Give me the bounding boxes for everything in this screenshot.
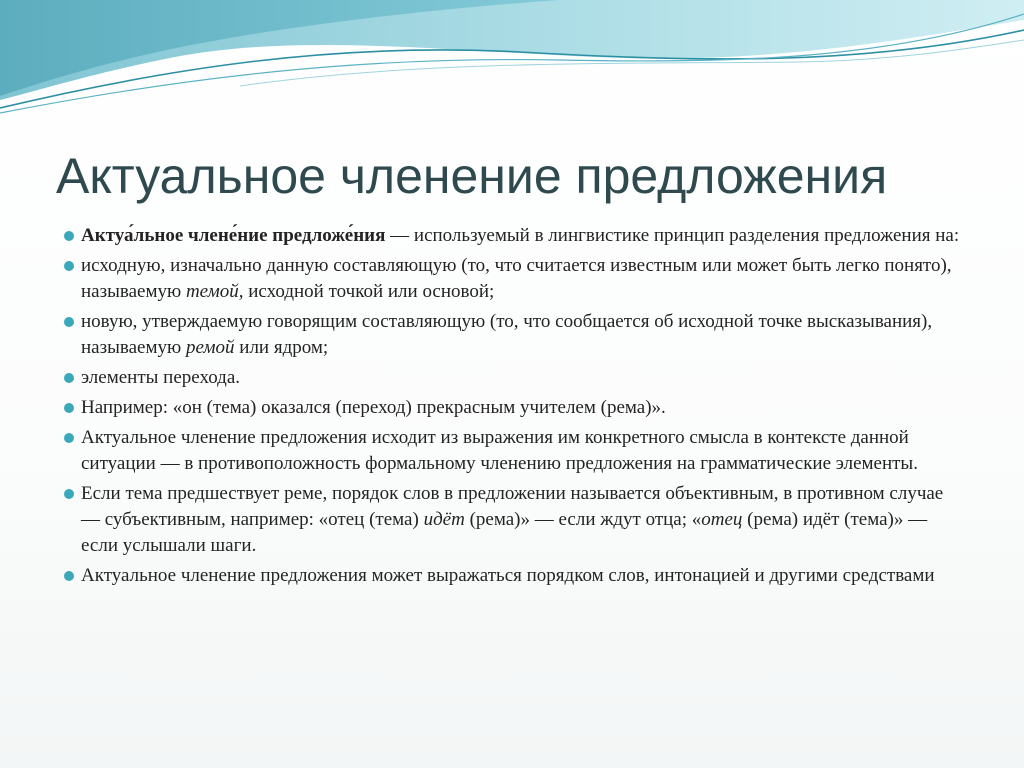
bullet-text: — используемый в лингвистике принцип разделения предложения на: [385, 225, 960, 246]
bullet-text: Если тема предшествует реме, порядок слов в предложении называется объективным, в противном случае — субъективным, например: «отец (тема) [81, 483, 944, 530]
bullet-text: или ядром; [234, 337, 329, 358]
bullet-dot-icon [64, 489, 74, 499]
bullet-dot-icon [64, 403, 74, 413]
bullet-item [64, 563, 964, 589]
bullet-list [64, 223, 964, 593]
bullet-item [64, 365, 964, 391]
bullet-text: , исходной точкой или основой; [238, 281, 495, 302]
bullet-text: исходную, изначально данную составляющую (то, что считается известным или может быть легко понято), называемую [81, 255, 952, 302]
bullet-item [64, 253, 964, 305]
slide-title: Актуальное членение предложения [56, 148, 888, 204]
bullet-item [64, 223, 964, 249]
bullet-item [64, 395, 964, 421]
wave-banner [0, 0, 1024, 130]
bullet-item [64, 481, 964, 559]
bullet-dot-icon [64, 231, 74, 241]
bullet-text: Например: «он (тема) оказался (переход) прекрасным учителем (рема)». [81, 397, 666, 418]
bullet-dot-icon [64, 373, 74, 383]
bullet-item [64, 309, 964, 361]
bullet-text: Актуальное членение предложения исходит из выражения им конкретного смысла в контексте данной ситуации — в противоположность формальному членению предложения на грамматические элементы. [81, 427, 918, 474]
bullet-text: Актуальное членение предложения может выражаться порядком слов, интонацией и другими средствами [81, 565, 935, 586]
bullet-text: (рема) идёт (тема)» — если услышали шаги. [81, 509, 928, 556]
bullet-item [64, 425, 964, 477]
emphasis-text: идёт [423, 509, 465, 530]
emphasis-text: ремой [185, 337, 235, 358]
term-definition: Актуа́льное члене́ние предложе́ния [81, 225, 386, 246]
bullet-text: элементы перехода. [81, 367, 241, 388]
bullet-dot-icon [64, 571, 74, 581]
emphasis-text: отец [701, 509, 743, 530]
bullet-dot-icon [64, 433, 74, 443]
bullet-dot-icon [64, 317, 74, 327]
bullet-text: новую, утверждаемую говорящим составляющую (то, что сообщается об исходной точке высказывания), называемую [81, 311, 933, 358]
emphasis-text: темой [185, 281, 239, 302]
bullet-dot-icon [64, 261, 74, 271]
bullet-text: (рема)» — если ждут отца; « [464, 509, 702, 530]
